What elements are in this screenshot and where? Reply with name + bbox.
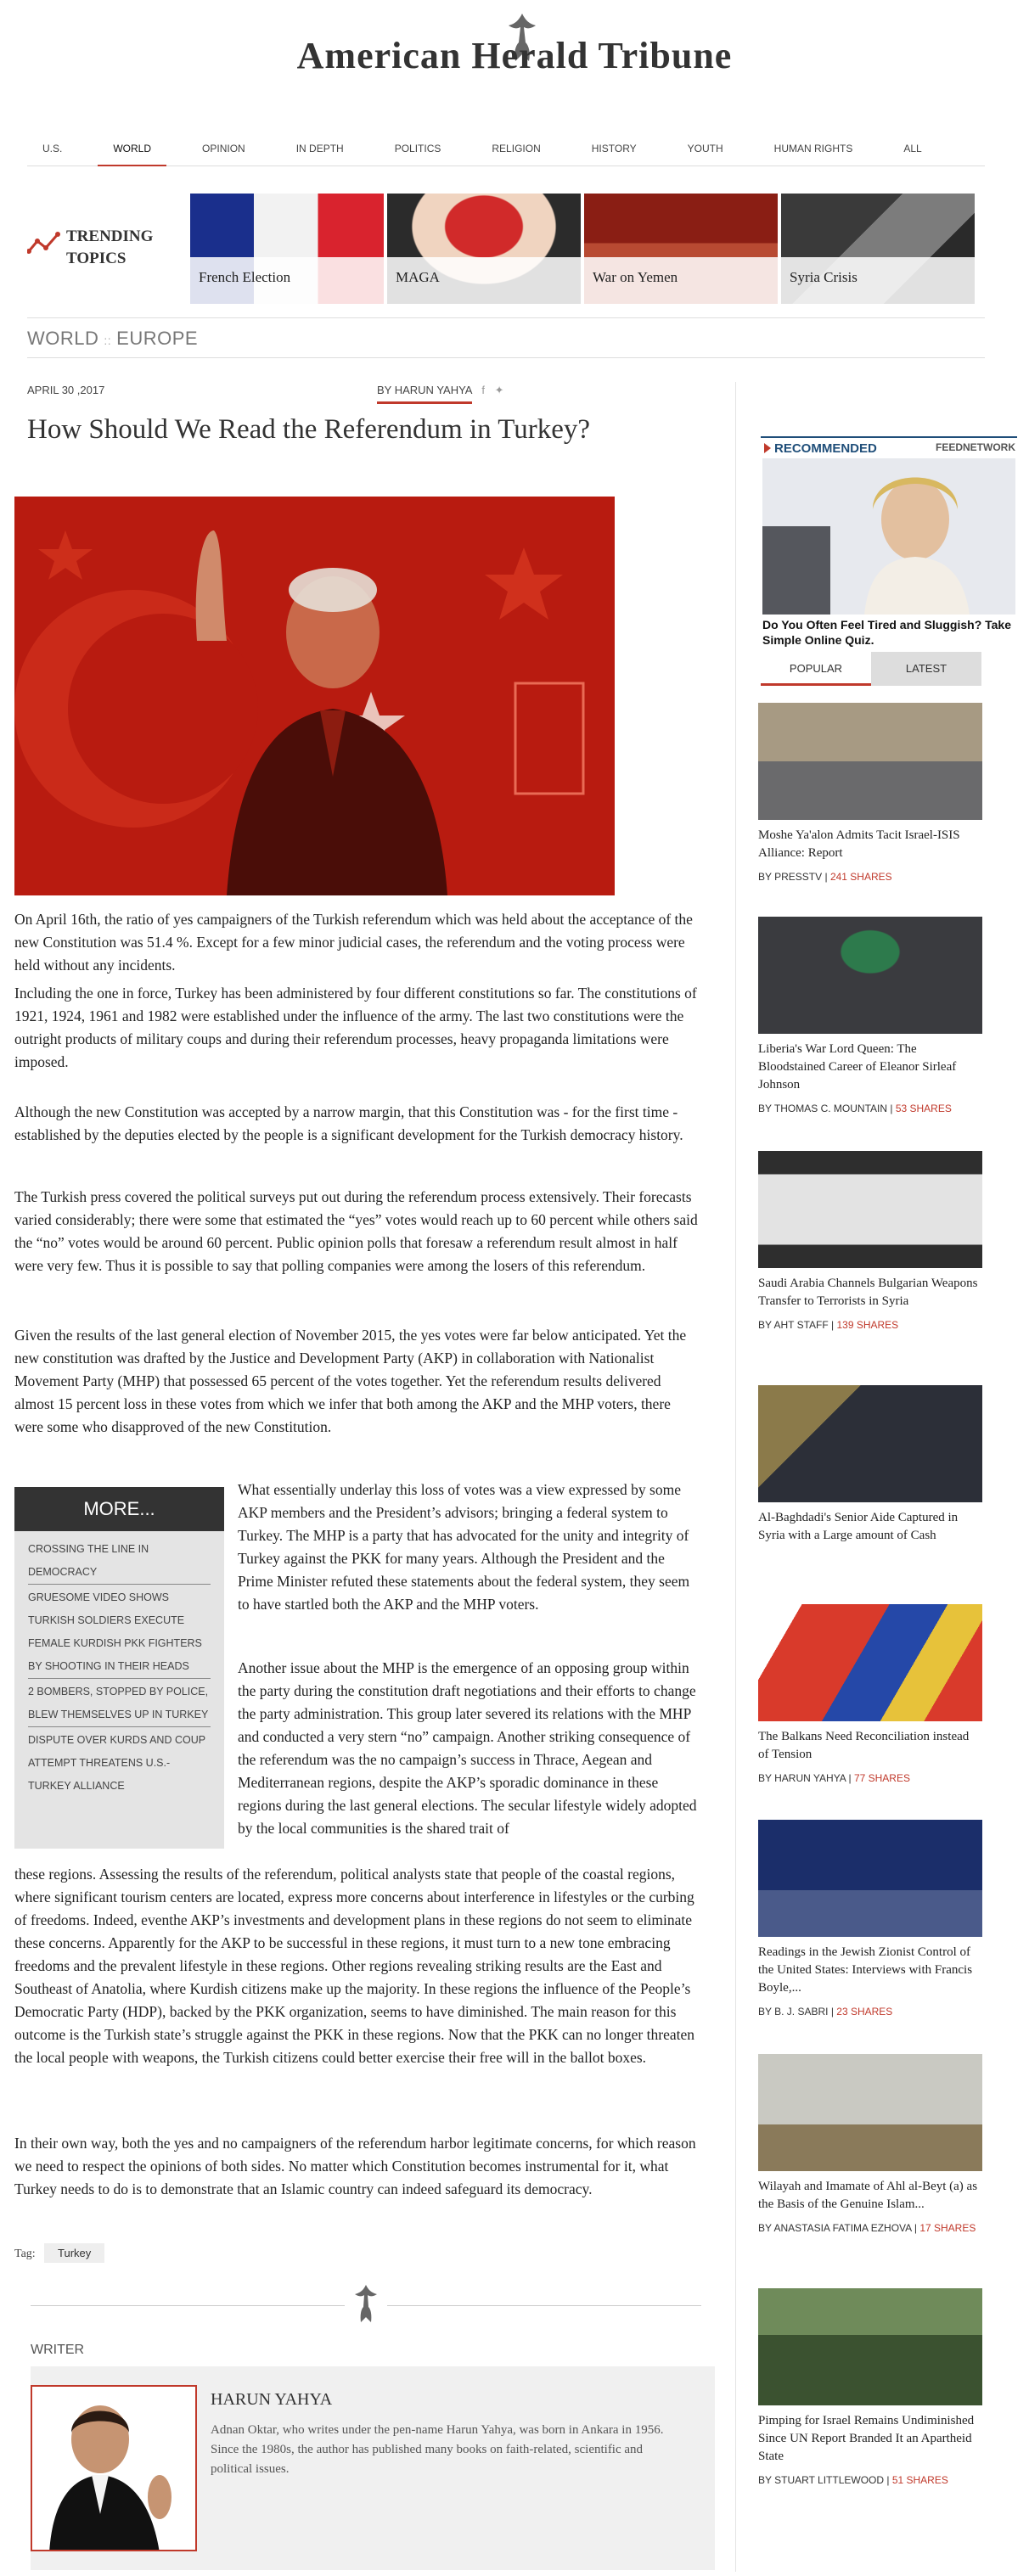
writer-portrait (32, 2387, 197, 2551)
topic-label: War on Yemen (584, 257, 778, 304)
masthead (0, 0, 1029, 127)
writer-name[interactable]: HARUN YAHYA (211, 2390, 333, 2409)
nav-item-youth[interactable]: YOUTH (687, 143, 723, 154)
nav-item-opinion[interactable]: OPINION (202, 143, 245, 154)
related-more-box (14, 1487, 224, 1849)
sidebar-article-meta: BY PRESSTV | 241 SHARES (758, 871, 892, 883)
related-link-label: CROSSING THE LINE IN DEMOCRACY (28, 1543, 149, 1578)
related-list (14, 1531, 224, 1806)
author-label[interactable]: BY HARUN YAHYA (758, 1772, 846, 1784)
writer-photo[interactable] (31, 2385, 197, 2551)
article-paragraph: Including the one in force, Turkey has been administered by four different constitutions so far. The constitutions of 1921, 1924, 1961 and 1982 were established under the influence of the army. The last two constitutions were the outright products of military coups and during their referendum processes, heavy propaganda limitations were imposed. (14, 985, 697, 1070)
nav-item-religion[interactable]: RELIGION (492, 143, 541, 154)
tired-woman-photo (762, 458, 1015, 615)
nav-item-us[interactable]: U.S. (42, 143, 63, 154)
topic-label: Syria Crisis (781, 257, 975, 304)
sidebar-article[interactable] (758, 1151, 982, 1331)
article-thumbnail (758, 703, 982, 820)
sidebar-article[interactable] (758, 703, 982, 883)
sidebar-article-meta: BY THOMAS C. MOUNTAIN | 53 SHARES (758, 1103, 952, 1114)
nav-item-human-rights[interactable]: HUMAN RIGHTS (773, 143, 853, 154)
sidebar-article-title[interactable]: Al-Baghdadi's Senior Aide Captured in Syria with a Large amount of Cash (758, 1511, 959, 1542)
tag-chip[interactable]: Turkey (44, 2243, 104, 2263)
shares-count: 77 SHARES (853, 1772, 910, 1784)
divider (27, 317, 985, 318)
related-link[interactable] (28, 1586, 211, 1679)
sidebar-article-meta: BY HARUN YAHYA | 77 SHARES (758, 1772, 910, 1784)
shares-count: 51 SHARES (891, 2474, 948, 2486)
related-link-label: DISPUTE OVER KURDS AND COUP ATTEMPT THREATENS U.S.-TURKEY ALLIANCE (28, 1734, 205, 1792)
sidebar-article[interactable] (758, 2288, 982, 2486)
article-thumbnail (758, 2054, 982, 2171)
recommended-header (761, 436, 1017, 455)
sidebar-article-title[interactable]: Moshe Ya'alon Admits Tacit Israel-ISIS Alliance: Report (758, 828, 960, 860)
trending-topic-war-on-yemen[interactable] (584, 194, 778, 304)
article-thumbnail (758, 2288, 982, 2405)
divider (387, 2305, 701, 2306)
article-title: How Should We Read the Referendum in Turkey? (27, 414, 591, 445)
article-paragraph: Another issue about the MHP is the emergence of an opposing group within the party during the constitution draft negotiations and their efforts to change the party administration. This group later severed its relations with the MHP and conducted a very stern “no” campaign. Another striking consequence of the referendum was the no campaign’s success in Thrace, Aegean and Mediterranean regions, despite the AKP’s sporadic dominance in these regions during the last general elections. The secular lifestyle widely adopted by the local communities is the shared trait of (238, 1659, 697, 1837)
sidebar-article-meta: BY AHT STAFF | 139 SHARES (758, 1319, 899, 1331)
topic-label: MAGA (387, 257, 581, 304)
trending-topic-french-election[interactable] (190, 194, 384, 304)
trending-topic-maga[interactable] (387, 194, 581, 304)
related-link[interactable] (28, 1538, 211, 1585)
feednetwork-brand[interactable]: FEEDNETWORK (936, 441, 1015, 453)
breadcrumb-section[interactable]: WORLD (27, 328, 99, 349)
author-label[interactable]: BY STUART LITTLEWOOD (758, 2474, 885, 2486)
article-thumbnail (758, 1820, 982, 1937)
sidebar-article-meta: BY B. J. SABRI | 23 SHARES (758, 2006, 893, 2018)
writer-bio: Adnan Oktar, who writes under the pen-name Harun Yahya, was born in Ankara in 1956. Since the 1980s, the author has published many books on faith-related, scientific and political issues. (211, 2423, 664, 2476)
trending-heading: TRENDING TOPICS (66, 227, 154, 267)
column-divider (735, 382, 736, 2572)
site-logo[interactable]: American Herald Tribune (296, 35, 733, 76)
related-link-label: 2 BOMBERS, STOPPED BY POLICE, BLEW THEMSELVES UP IN TURKEY (28, 1686, 209, 1720)
shares-count: 241 SHARES (829, 871, 892, 883)
twitter-icon[interactable]: ✦ (494, 384, 504, 396)
sidebar-article-title[interactable]: Saudi Arabia Channels Bulgarian Weapons Transfer to Terrorists in Syria (758, 1277, 978, 1308)
sidebar-article[interactable] (758, 1604, 982, 1784)
sidebar-article[interactable] (758, 1385, 982, 1545)
author-label[interactable]: BY AHT STAFF (758, 1319, 829, 1331)
sidebar-article-meta: BY STUART LITTLEWOOD | 51 SHARES (758, 2474, 948, 2486)
author-label[interactable]: BY ANASTASIA FATIMA EZHOVA (758, 2222, 912, 2234)
nav-item-politics[interactable]: POLITICS (394, 143, 441, 154)
recommended-caption[interactable]: Do You Often Feel Tired and Sluggish? Take Simple Online Quiz. (762, 618, 1012, 647)
article-hero-image (14, 497, 615, 895)
author-label[interactable]: BY B. J. SABRI (758, 2006, 829, 2018)
trending-topic-syria-crisis[interactable] (781, 194, 975, 304)
sidebar-article-title[interactable]: The Balkans Need Reconciliation instead of Tension (758, 1730, 970, 1761)
sidebar-article[interactable] (758, 917, 982, 1114)
nav-item-history[interactable]: HISTORY (591, 143, 637, 154)
article-paragraph: On April 16th, the ratio of yes campaigners of the Turkish referendum which was held about the acceptance of the new Constitution was 51.4 %. Except for a few minor judicial cases, the referendum and the voting process were held without any incidents. (14, 911, 693, 974)
article-thumbnail (758, 917, 982, 1034)
shares-count: 23 SHARES (836, 2006, 893, 2018)
sidebar-article-title[interactable]: Readings in the Jewish Zionist Control of the United States: Interviews with Francis Boyle,... (758, 1945, 973, 1995)
breadcrumb-sub[interactable]: EUROPE (116, 328, 199, 349)
trending-bar (27, 188, 985, 309)
article-paragraph: In their own way, both the yes and no campaigners of the referendum harbor legitimate concerns, for which reason we need to respect the opinions of both sides. No matter which Constitution becomes instrumental for it, what Turkey needs to do is to demonstrate that an Islamic country can indeed safeguard its democracy. (14, 2135, 696, 2197)
tag-label: Tag: (14, 2248, 36, 2260)
eagle-divider-icon (350, 2281, 382, 2327)
turkish-flag-portrait-illustration (14, 497, 615, 895)
play-marker-icon (764, 443, 771, 453)
article-thumbnail (758, 1604, 982, 1721)
byline-author[interactable]: BY HARUN YAHYA (377, 384, 472, 404)
more-heading: MORE... (14, 1487, 224, 1531)
recommended-image[interactable] (762, 458, 1015, 615)
byline (377, 384, 504, 397)
recommended-title: RECOMMENDED (774, 441, 877, 456)
shares-count: 53 SHARES (895, 1103, 952, 1114)
trending-icon (27, 231, 63, 255)
facebook-icon[interactable]: f (481, 384, 485, 396)
tab-popular[interactable]: POPULAR (761, 652, 871, 686)
related-link[interactable] (28, 1729, 211, 1798)
tab-latest[interactable]: LATEST (871, 652, 981, 686)
trending-label (27, 226, 188, 277)
nav-item-world[interactable]: WORLD (98, 136, 166, 166)
article-thumbnail (758, 1151, 982, 1268)
article-paragraph: these regions. Assessing the results of the referendum, political analysts state that people of the coastal regions, where significant tourism centers are located, express more concerns about interference in lifestyles or the curbing of freedoms. Indeed, eventhe AKP’s investments and development plans in these regions do not seem to eliminate these concerns. Apparently for the AKP to be successful in these regions, it must turn to a new tone embracing freedoms and the prevalent lifestyle in these regions. Other regions revealing striking results are the East and Southeast of Anatolia, where Kurdish citizens make up the majority. In these regions the influence of the People’s Democratic Party (HDP), backed by the PKK organization, seems to have diminished. The main reason for this outcome is the Turkish state’s struggle against the PKK in these regions. Now that the PKK can no longer threaten the local people with weapons, the Turkish citizens could better exercise their free will in the ballot boxes. (14, 1866, 694, 2066)
breadcrumb: WORLD :: EUROPE (27, 328, 985, 358)
sidebar-article-title[interactable]: Liberia's War Lord Queen: The Bloodstained Career of Eleanor Sirleaf Johnson (758, 1042, 957, 1092)
article-paragraph: What essentially underlay this loss of votes was a view expressed by some AKP members and the President’s advisors; bringing a federal system to Turkey. The MHP is a party that has advocated for the unity and integrity of Turkey against the PKK for many years. Although the President and the Prime Minister refuted these statements about the federal system, they seem to have startled both the AKP and the MHP voters. (238, 1481, 690, 1613)
divider (31, 2305, 345, 2306)
related-link[interactable] (28, 1681, 211, 1727)
nav-item-all[interactable]: ALL (903, 143, 922, 154)
article-paragraph: The Turkish press covered the political surveys put out during the referendum process extensively. Their forecasts varied considerably; there were some that estimated the “yes” votes would reach up to 60 percent while others said the “no” votes would be around 60 percent. Public opinion polls that foresaw a referendum result almost in half were very few. Thus it is possible to say that polling companies were among the losers of this referendum. (14, 1188, 698, 1274)
sidebar-article[interactable] (758, 1820, 982, 2018)
article-thumbnail (758, 1385, 982, 1502)
article-paragraph: Although the new Constitution was accepted by a narrow margin, that this Constitution was - for the first time - established by the deputies elected by the people is a significant development for the Turkish democracy history. (14, 1103, 683, 1143)
shares-count: 17 SHARES (919, 2222, 976, 2234)
sidebar-tabs (761, 652, 981, 686)
author-label[interactable]: BY THOMAS C. MOUNTAIN (758, 1103, 888, 1114)
sidebar-article-title[interactable]: Wilayah and Imamate of Ahl al-Beyt (a) as the Basis of the Genuine Islam... (758, 2180, 978, 2211)
shares-count: 139 SHARES (836, 1319, 899, 1331)
sidebar-article-meta: BY ANASTASIA FATIMA EZHOVA | 17 SHARES (758, 2222, 976, 2234)
sidebar-article[interactable] (758, 2054, 982, 2234)
topic-label: French Election (190, 257, 384, 304)
nav-item-in-depth[interactable]: IN DEPTH (295, 143, 344, 154)
article-paragraph: Given the results of the last general election of November 2015, the yes votes were far below anticipated. Yet the new constitution was drafted by the Justice and Development Party (AKP) in collaboration with Nationalist Movement Party (MHP) that possessed 65 percent of the votes together. Yet the referendum results delivered almost 15 percent loss in these votes from which we infer that both among the AKP and the MHP voters, there were some who disapproved of the new Constitution. (14, 1327, 687, 1435)
related-link-label: GRUESOME VIDEO SHOWS TURKISH SOLDIERS EXECUTE FEMALE KURDISH PKK FIGHTERS BY SHOOTING IN THEIR HEADS (28, 1591, 202, 1672)
sidebar-article-title[interactable]: Pimping for Israel Remains Undiminished Since UN Report Branded It an Apartheid State (758, 2414, 975, 2463)
article-date: APRIL 30 ,2017 (27, 384, 105, 396)
writer-label: WRITER (31, 2343, 85, 2357)
author-label[interactable]: BY PRESSTV (758, 871, 823, 883)
writer-card (31, 2366, 715, 2570)
main-nav (27, 136, 985, 166)
